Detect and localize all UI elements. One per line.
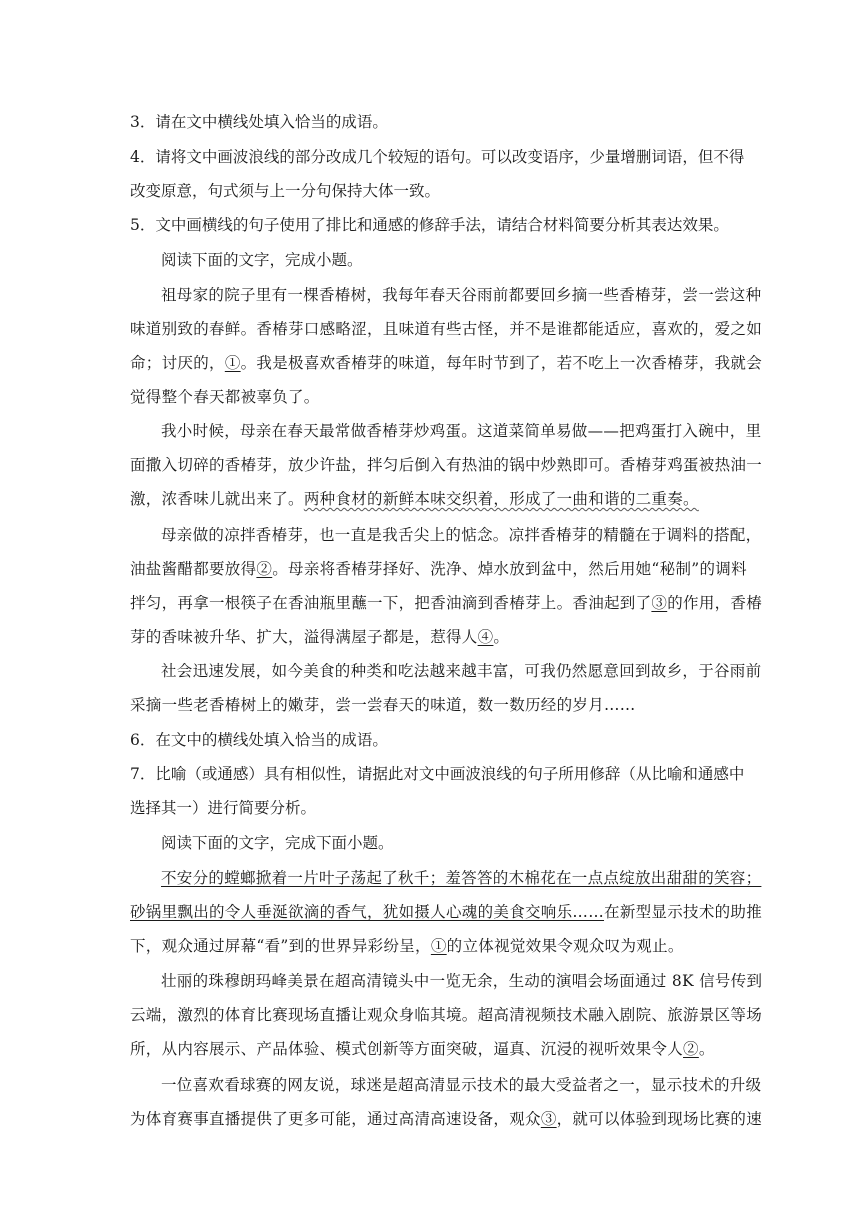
text-segment: 。 bbox=[698, 1040, 715, 1058]
question-6: 6．在文中的横线处填入恰当的成语。 bbox=[130, 731, 388, 749]
text-segment: 芽的香味被升华、扩大，溢得满屋子都是，惹得人 bbox=[130, 628, 478, 646]
s2-p3-line-4 bbox=[130, 627, 509, 647]
s3-p3-line-1: 一位喜欢看球赛的网友说，球迷是超高清显示技术的最大受益者之一，显示技术的升级 bbox=[161, 1076, 762, 1094]
text-segment: 在新型显示技术的助推 bbox=[604, 903, 763, 921]
blank-4: ④ bbox=[477, 628, 494, 646]
question-4-line-1: 4．请将文中画波浪线的部分改成几个较短的语句。可以改变语序，少量增删词语，但不得 bbox=[130, 148, 745, 166]
s2-p2-line-3 bbox=[130, 489, 699, 509]
wavy-underlined-sentence: 两种食材的新鲜本味交织着，形成了一曲和谐的二重奏。 bbox=[303, 490, 699, 508]
s3-p2-line-1: 壮丽的珠穆朗玛峰美景在超高清镜头中一览无余，生动的演唱会场面通过 8K 信号传到 bbox=[161, 972, 763, 990]
question-7-line-1: 7．比喻（或通感）具有相似性，请据此对文中画波浪线的句子所用修辞（从比喻和通感中 bbox=[130, 765, 745, 783]
text-segment: 下，观众通过屏幕“看”到的世界异彩纷呈， bbox=[130, 937, 431, 955]
s3-p3-line-2 bbox=[130, 1109, 762, 1129]
s2-p3-line-1: 母亲做的凉拌香椿芽，也一直是我舌尖上的惦念。凉拌香椿芽的精髓在于调料的搭配， bbox=[161, 526, 762, 544]
s2-p2-line-1: 我小时候，母亲在春天最常做香椿芽炒鸡蛋。这道菜简单易做——把鸡蛋打入碗中，里 bbox=[161, 422, 762, 440]
s3-p2-line-3 bbox=[130, 1039, 715, 1059]
text-segment: 油盐酱醋都要放得 bbox=[130, 560, 257, 578]
s3-p1-line-2 bbox=[130, 902, 762, 922]
blank-2: ② bbox=[683, 1040, 699, 1058]
s2-p1-line-1: 祖母家的院子里有一棵香椿树，我每年春天谷雨前都要回乡摘一些香椿芽，尝一尝这种 bbox=[161, 286, 762, 304]
question-3: 3．请在文中横线处填入恰当的成语。 bbox=[130, 113, 388, 131]
blank-3: ③ bbox=[651, 594, 668, 612]
s3-p1-line-3 bbox=[130, 936, 684, 956]
s2-p2-line-2: 面撒入切碎的香椿芽，放少许盐，拌匀后倒入有热油的锅中炒熟即可。香椿芽鸡蛋被热油一 bbox=[130, 456, 763, 474]
s2-p1-line-3 bbox=[130, 353, 762, 373]
s3-p1-line-1 bbox=[161, 868, 761, 888]
text-segment: 激，浓香味儿就出来了。 bbox=[130, 490, 304, 508]
underlined-sentence: 砂锅里飘出的令人垂涎欲滴的香气，犹如摄人心魂的美食交响乐…… bbox=[130, 903, 605, 921]
question-5: 5．文中画横线的句子使用了排比和通感的修辞手法，请结合材料简要分析其表达效果。 bbox=[130, 216, 729, 234]
s2-p1-line-4: 觉得整个春天都被辜负了。 bbox=[130, 388, 320, 406]
s3-p2-line-2: 云端，激烈的体育比赛现场直播让观众身临其境。超高清视频技术融入剧院、旅游景区等场 bbox=[130, 1006, 763, 1024]
question-7-line-2: 选择其一）进行简要分析。 bbox=[130, 799, 317, 817]
s2-p4-line-2: 采摘一些老香椿树上的嫩芽，尝一尝春天的味道，数一数历经的岁月…… bbox=[130, 696, 636, 714]
text-segment: 所，从内容展示、产品体验、模式创新等方面突破，逼真、沉浸的视听效果令人 bbox=[130, 1040, 684, 1058]
blank-2: ② bbox=[256, 560, 273, 578]
section-2-intro: 阅读下面的文字，完成小题。 bbox=[161, 251, 363, 269]
text-segment: 。我是极喜欢香椿芽的味道，每年时节到了，若不吃上一次香椿芽，我就会 bbox=[240, 354, 763, 372]
text-segment: 的作用，香椿 bbox=[667, 594, 763, 612]
section-3-intro: 阅读下面的文字，完成下面小题。 bbox=[161, 834, 394, 852]
blank-3: ③ bbox=[540, 1110, 557, 1128]
s2-p3-line-3 bbox=[130, 593, 762, 613]
s2-p3-line-2 bbox=[130, 559, 747, 579]
text-segment: 拌匀，再拿一根筷子在香油瓶里蘸一下，把香油滴到香椿芽上。香油起到了 bbox=[130, 594, 652, 612]
question-4-line-2: 改变原意，句式须与上一分句保持大体一致。 bbox=[130, 182, 441, 200]
text-segment: ，就可以体验到现场比赛的速 bbox=[556, 1110, 763, 1128]
text-segment: 为体育赛事直播提供了更多可能，通过高清高速设备，观众 bbox=[130, 1110, 541, 1128]
blank-1: ① bbox=[430, 937, 447, 955]
text-segment: 的立体视觉效果令观众叹为观止。 bbox=[446, 937, 684, 955]
underlined-sentence: 不安分的螳螂掀着一片叶子荡起了秋千；羞答答的木棉花在一点点绽放出甜甜的笑容； bbox=[161, 869, 762, 887]
text-segment: 。 bbox=[493, 628, 510, 646]
s2-p1-line-2: 味道别致的春鲜。香椿芽口感略涩，且味道有些古怪，并不是谁都能适应，喜欢的，爱之如 bbox=[130, 320, 763, 338]
text-segment: 。母亲将香椿芽择好、洗净、焯水放到盆中，然后用她“秘制”的调料 bbox=[272, 560, 747, 578]
text-segment: 命；讨厌的， bbox=[130, 354, 225, 372]
blank-1: ① bbox=[224, 354, 241, 372]
s2-p4-line-1: 社会迅速发展，如今美食的种类和吃法越来越丰富，可我仍然愿意回到故乡，于谷雨前 bbox=[161, 662, 762, 680]
